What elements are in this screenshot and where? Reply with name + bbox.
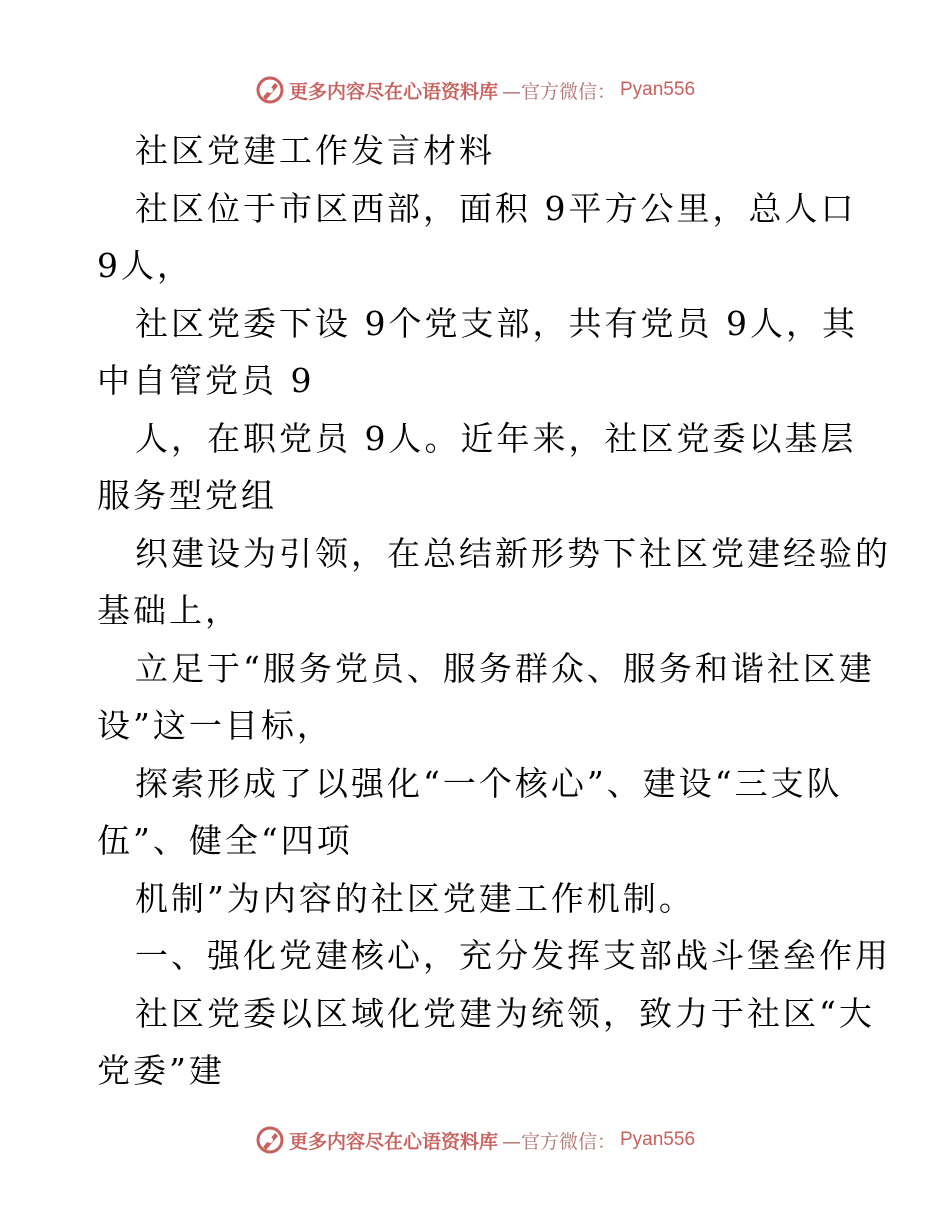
paragraph-line: 9人， — [97, 246, 193, 285]
section-heading: 一、强化党建核心，充分发挥支部战斗堡垒作用 — [135, 936, 891, 975]
header-banner-separator: —官方微信： — [501, 80, 616, 103]
paragraph-line: 社区位于市区西部，面积 9平方公里，总人口 — [135, 188, 857, 228]
paragraph-line: 社区党委以区域化党建为统领，致力于社区“大 — [135, 993, 875, 1033]
footer-banner-inner — [255, 1125, 695, 1155]
header-banner-inner — [255, 75, 695, 105]
pen-logo-icon — [255, 75, 285, 105]
paragraph-line: 立足于“服务党员、服务群众、服务和谐社区建 — [135, 648, 875, 688]
paragraph-line: 服务型党组 — [97, 476, 277, 515]
paragraph-line: 基础上， — [97, 591, 241, 630]
paragraph-line: 人，在职党员 9人。近年来，社区党委以基层 — [135, 418, 857, 458]
footer-wechat-id: Pyan556 — [620, 1129, 696, 1150]
paragraph-line: 织建设为引领，在总结新形势下社区党建经验的 — [135, 533, 891, 573]
footer-banner — [0, 1120, 950, 1160]
paragraph-line: 伍”、健全“四项 — [97, 821, 353, 860]
paragraph-line: 社区党委下设 9个党支部，共有党员 9人，其 — [135, 303, 858, 343]
paragraph-line: 机制”为内容的社区党建工作机制。 — [135, 878, 695, 918]
header-wechat-id: Pyan556 — [620, 79, 696, 100]
paragraph-line: 设”这一目标， — [97, 706, 333, 745]
paragraph-line: 党委”建 — [97, 1051, 225, 1090]
document-title: 社区党建工作发言材料 — [135, 131, 495, 170]
paragraph-line: 探索形成了以强化“一个核心”、建设“三支队 — [135, 763, 843, 803]
header-banner-text: 更多内容尽在心语资料库 — [288, 80, 498, 103]
footer-banner-text: 更多内容尽在心语资料库 — [288, 1130, 498, 1153]
footer-banner-separator: —官方微信： — [501, 1130, 616, 1153]
paragraph-line: 中自管党员 9 — [97, 361, 315, 400]
pen-logo-icon — [255, 1125, 285, 1155]
document-body — [97, 122, 891, 1100]
header-banner — [0, 70, 950, 110]
